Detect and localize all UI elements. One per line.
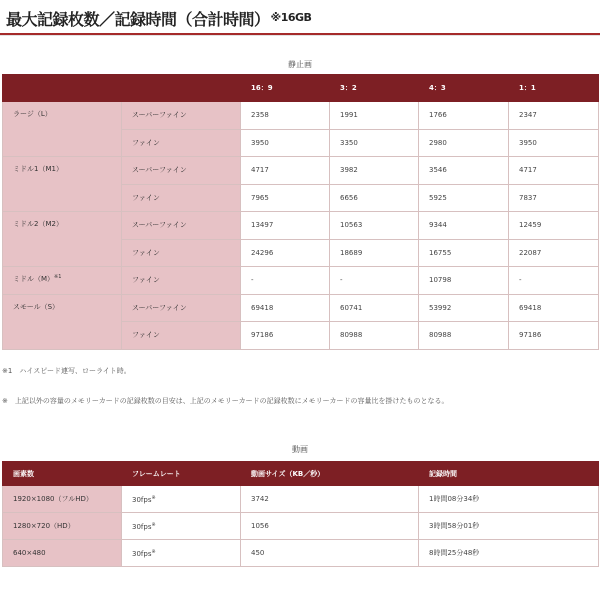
count-cell: 16755 <box>419 239 509 267</box>
quality-label: ファイン <box>122 184 241 212</box>
count-cell: 3950 <box>509 129 599 157</box>
footnote-general: ※ 上記以外の容量のメモリーカードの記録枚数の目安は、上記のメモリーカードの記録枚数にメモリーカードの容量比を掛けたものとなる。 <box>2 397 449 405</box>
count-cell: 6656 <box>330 184 419 212</box>
count-cell: 80988 <box>330 322 419 350</box>
still-caption: 静止画 <box>288 60 312 69</box>
size-cell: 1056 <box>241 513 419 540</box>
title-underline-shadow <box>0 35 600 36</box>
count-cell: - <box>330 267 419 295</box>
quality-label: ファイン <box>122 239 241 267</box>
still-header-ratio: 4：3 <box>419 75 509 102</box>
still-header-row <box>3 75 599 102</box>
fps-value: 30fps <box>132 522 152 531</box>
count-cell: 3982 <box>330 157 419 185</box>
pixels-cell: 1280×720（HD） <box>3 513 122 540</box>
quality-label: スーパーファイン <box>122 294 241 322</box>
table-row <box>3 212 599 240</box>
still-header-blank <box>122 75 241 102</box>
fps-cell <box>122 513 241 540</box>
size-label-text: ミドル（M） <box>13 275 55 283</box>
count-cell: 4717 <box>241 157 330 185</box>
footnote-1: ※1 ハイスピード連写、ローライト時。 <box>2 367 131 375</box>
movie-header-cell: 記録時間 <box>419 462 599 486</box>
count-cell: 13497 <box>241 212 330 240</box>
count-cell: 3350 <box>330 129 419 157</box>
count-cell: 3546 <box>419 157 509 185</box>
size-label: ラージ（L） <box>3 102 122 157</box>
quality-label: スーパーファイン <box>122 157 241 185</box>
pixels-cell: 1920×1080（フルHD） <box>3 486 122 513</box>
table-row <box>3 540 599 567</box>
quality-label: ファイン <box>122 322 241 350</box>
quality-label: ファイン <box>122 267 241 295</box>
count-cell: 18689 <box>330 239 419 267</box>
footnote-marker: ※ <box>151 548 156 555</box>
size-label <box>3 267 122 295</box>
footnote-marker: ※1 <box>54 274 62 280</box>
movie-header-cell: 画素数 <box>3 462 122 486</box>
count-cell: 7965 <box>241 184 330 212</box>
count-cell: 12459 <box>509 212 599 240</box>
size-cell: 450 <box>241 540 419 567</box>
count-cell: 97186 <box>509 322 599 350</box>
movie-header-cell: 動画サイズ（KB／秒） <box>241 462 419 486</box>
fps-cell <box>122 540 241 567</box>
table-row <box>3 102 599 130</box>
count-cell: - <box>241 267 330 295</box>
quality-label: スーパーファイン <box>122 102 241 130</box>
movie-table <box>2 461 599 567</box>
fps-value: 30fps <box>132 549 152 558</box>
fps-cell <box>122 486 241 513</box>
count-cell: 69418 <box>509 294 599 322</box>
count-cell: 22087 <box>509 239 599 267</box>
still-header-ratio: 1：1 <box>509 75 599 102</box>
still-header-ratio: 16：9 <box>241 75 330 102</box>
count-cell: 1991 <box>330 102 419 130</box>
still-header-ratio: 3：2 <box>330 75 419 102</box>
movie-caption: 動画 <box>292 445 308 454</box>
table-row <box>3 513 599 540</box>
size-cell: 3742 <box>241 486 419 513</box>
quality-label: スーパーファイン <box>122 212 241 240</box>
table-row <box>3 267 599 295</box>
still-image-table <box>2 74 599 350</box>
count-cell: 10798 <box>419 267 509 295</box>
count-cell: 24296 <box>241 239 330 267</box>
count-cell: 5925 <box>419 184 509 212</box>
page-title-text: 最大記録枚数／記録時間（合計時間） <box>6 10 270 29</box>
time-cell: 1時間08分34秒 <box>419 486 599 513</box>
count-cell: 60741 <box>330 294 419 322</box>
count-cell: 2980 <box>419 129 509 157</box>
count-cell: 4717 <box>509 157 599 185</box>
time-cell: 8時間25分48秒 <box>419 540 599 567</box>
movie-header-row <box>3 462 599 486</box>
table-row <box>3 486 599 513</box>
table-row <box>3 157 599 185</box>
time-cell: 3時間58分01秒 <box>419 513 599 540</box>
count-cell: 10563 <box>330 212 419 240</box>
quality-label: ファイン <box>122 129 241 157</box>
still-header-blank <box>3 75 122 102</box>
size-label: ミドル2（M2） <box>3 212 122 267</box>
footnote-marker: ※ <box>151 521 156 528</box>
count-cell: - <box>509 267 599 295</box>
page-title-suffix: ※16GB <box>270 11 312 24</box>
size-label: スモール（S） <box>3 294 122 349</box>
size-label: ミドル1（M1） <box>3 157 122 212</box>
page-title <box>6 7 311 30</box>
movie-header-cell: フレームレート <box>122 462 241 486</box>
fps-value: 30fps <box>132 495 152 504</box>
count-cell: 97186 <box>241 322 330 350</box>
count-cell: 53992 <box>419 294 509 322</box>
table-row <box>3 294 599 322</box>
pixels-cell: 640×480 <box>3 540 122 567</box>
count-cell: 2358 <box>241 102 330 130</box>
footnote-marker: ※ <box>151 494 156 501</box>
count-cell: 80988 <box>419 322 509 350</box>
count-cell: 3950 <box>241 129 330 157</box>
count-cell: 1766 <box>419 102 509 130</box>
count-cell: 69418 <box>241 294 330 322</box>
count-cell: 9344 <box>419 212 509 240</box>
count-cell: 2347 <box>509 102 599 130</box>
count-cell: 7837 <box>509 184 599 212</box>
